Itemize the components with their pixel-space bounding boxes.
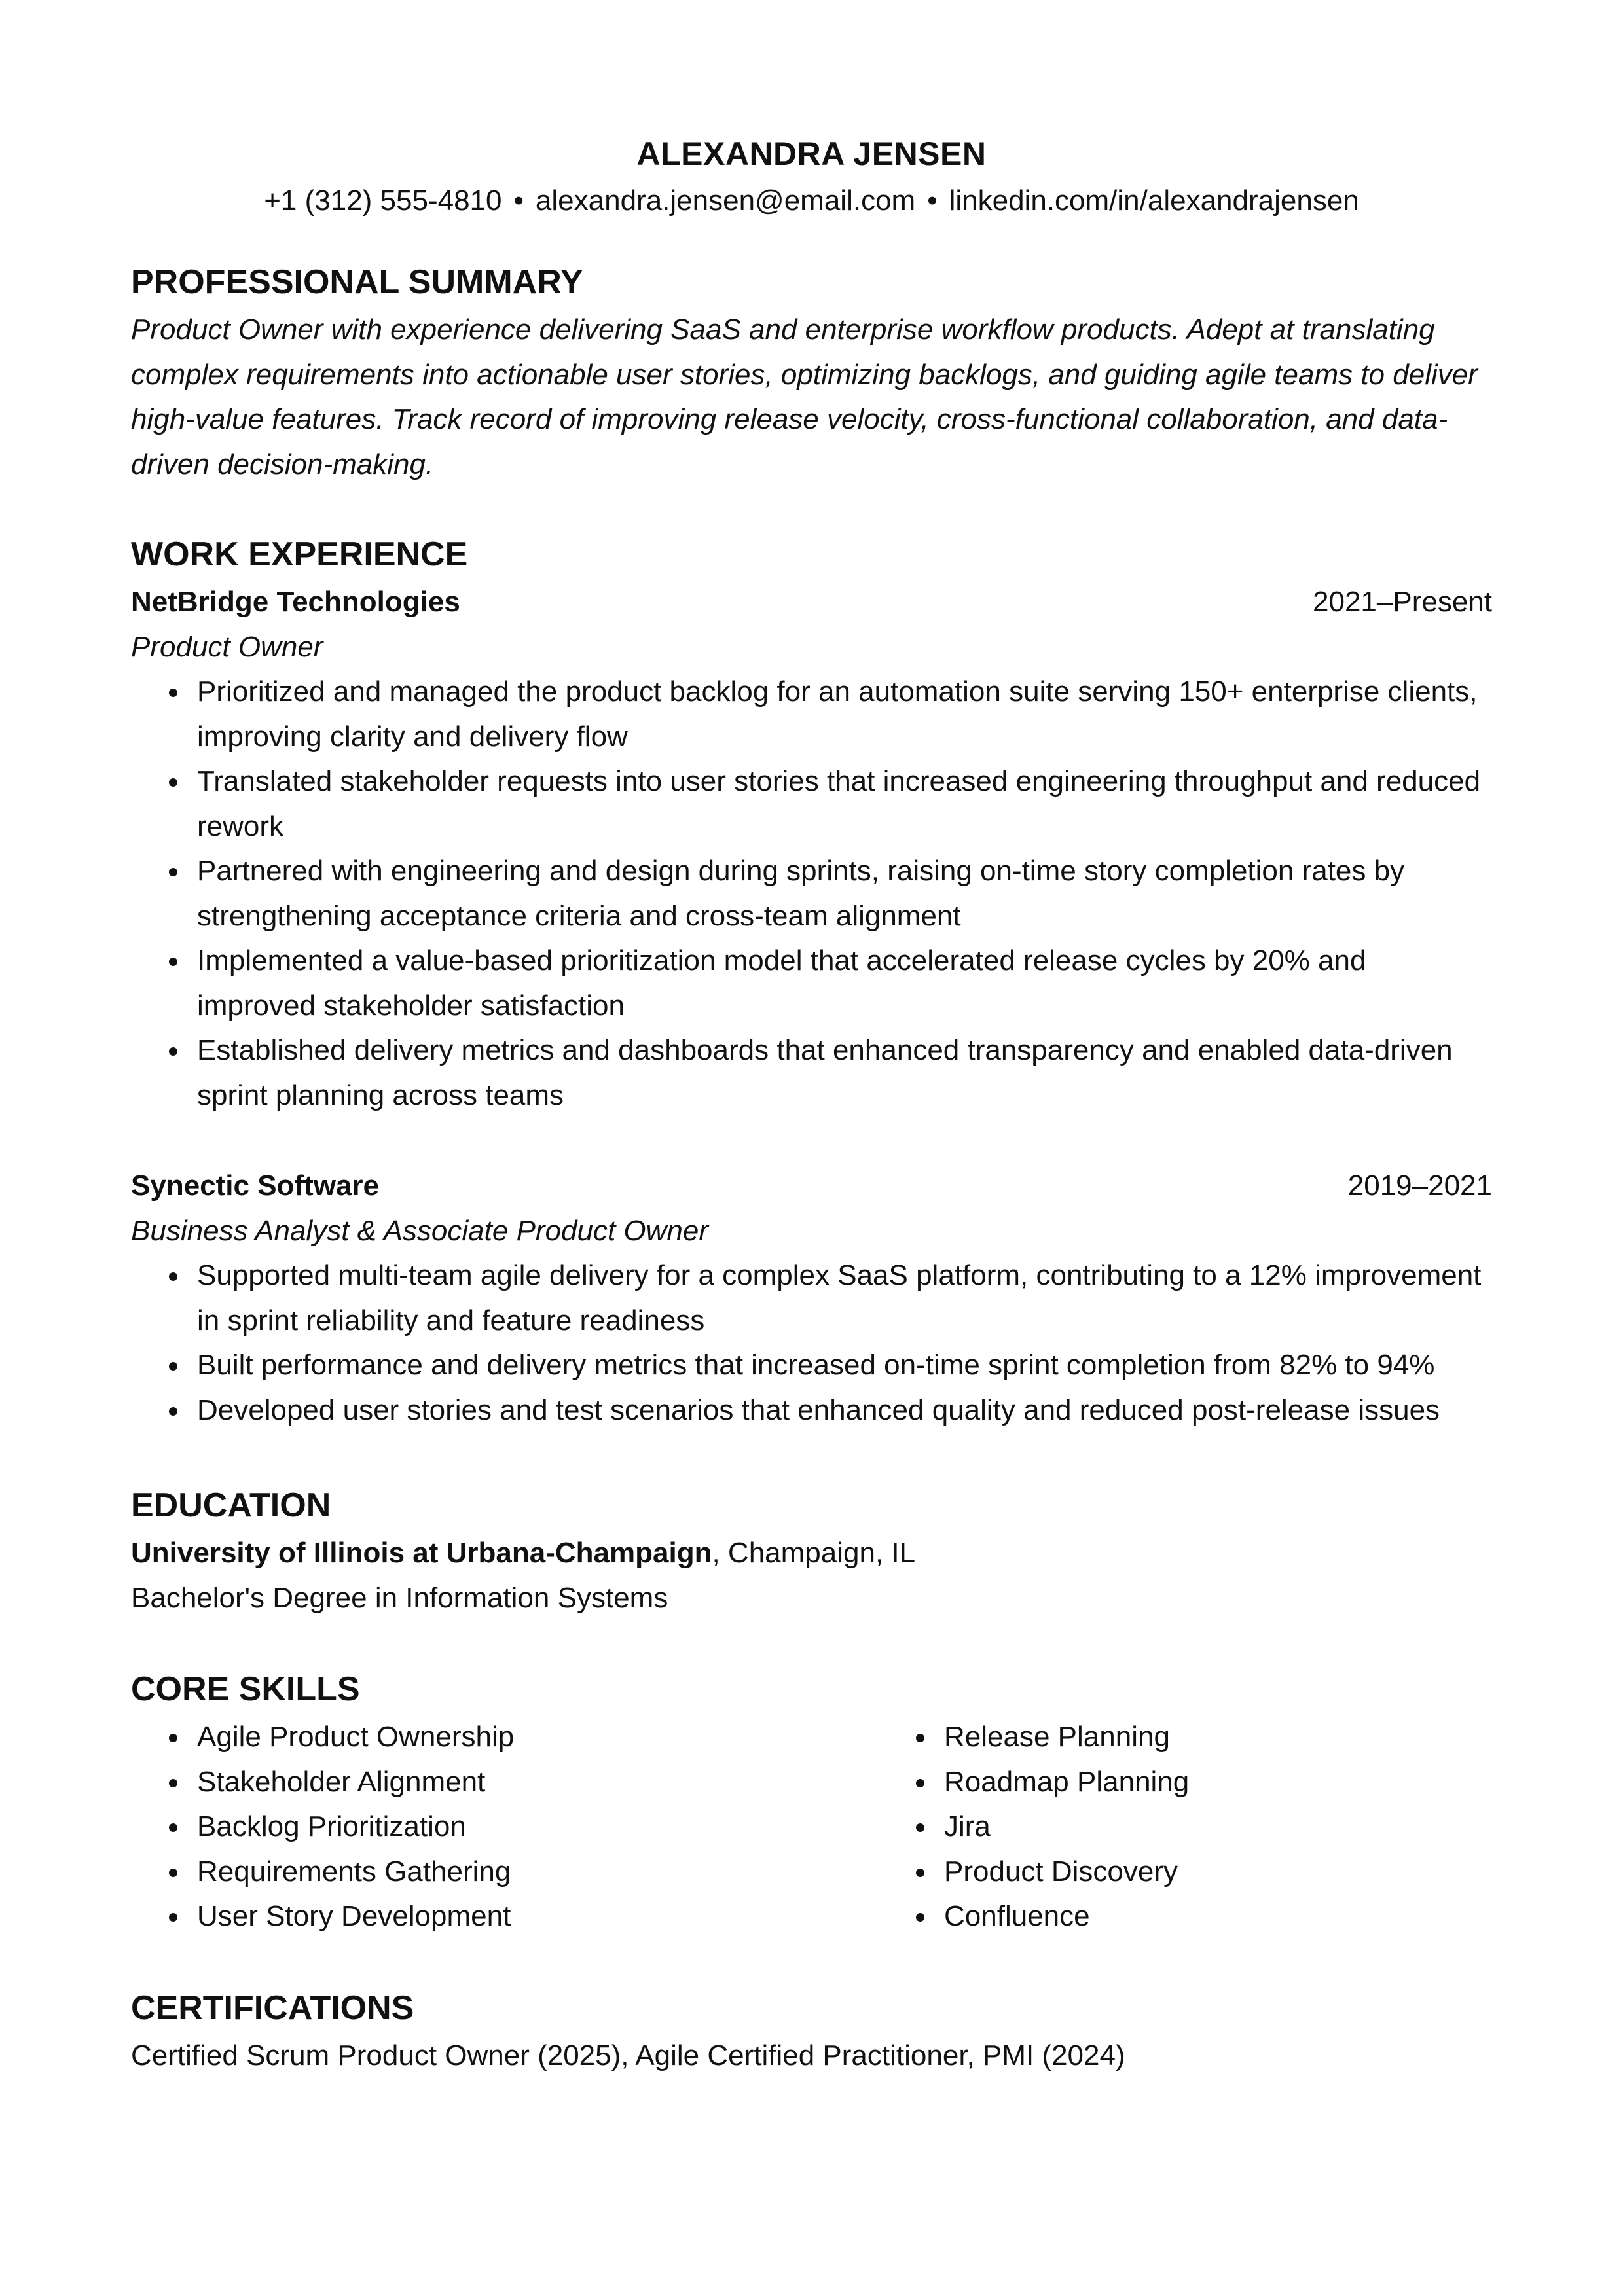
contact-separator: • (927, 185, 938, 217)
job-bullet: Established delivery metrics and dashboards that enhanced transparency and enabled data-driven sprint planning across teams (197, 1028, 1492, 1118)
skill-item: Release Planning (944, 1715, 1623, 1760)
section-title-certifications: CERTIFICATIONS (131, 1988, 414, 2027)
education-section (131, 1484, 1492, 1621)
job-bullet: Supported multi-team agile delivery for a complex SaaS platform, contributing to a 12% improvement in sprint reliability and feature readiness (197, 1253, 1492, 1343)
section-title-experience: WORK EXPERIENCE (131, 535, 468, 573)
candidate-name: ALEXANDRA JENSEN (636, 135, 987, 172)
job-dates: 2021–Present (1313, 586, 1492, 618)
skills-section (131, 1668, 1492, 1939)
job-bullets (131, 670, 1492, 1118)
education-school-line (131, 1531, 1492, 1576)
job-header (131, 1164, 1492, 1209)
contact-line (131, 178, 1492, 224)
phone-number: +1 (312) 555-4810 (264, 185, 502, 217)
company-name: NetBridge Technologies (131, 586, 460, 618)
skill-item: Confluence (944, 1894, 1623, 1939)
section-title-education: EDUCATION (131, 1486, 331, 1524)
job-dates: 2019–2021 (1347, 1170, 1492, 1202)
skills-columns (131, 1715, 1492, 1939)
job-bullet: Built performance and delivery metrics that increased on-time sprint completion from 82% to 94% (197, 1343, 1492, 1388)
job-bullet: Partnered with engineering and design during sprints, raising on-time story completion rates by strengthening acceptance criteria and cross-team alignment (197, 849, 1492, 939)
company-name: Synectic Software (131, 1170, 380, 1202)
skills-list-left (131, 1715, 878, 1939)
skill-item: Agile Product Ownership (197, 1715, 878, 1760)
job-bullet: Developed user stories and test scenarios that enhanced quality and reduced post-release issues (197, 1388, 1492, 1433)
school-name: University of Illinois at Urbana-Champaign (131, 1537, 712, 1569)
job-entry (131, 1164, 1492, 1433)
certifications-section (131, 1986, 1492, 2079)
experience-section (131, 533, 1492, 1433)
summary-section (131, 260, 1492, 487)
job-header (131, 580, 1492, 625)
summary-text: Product Owner with experience delivering SaaS and enterprise workflow products. Adept at translating complex requirements into actionable user stories, optimizing backlogs, and guiding agile teams to deliver high-value features. Track record of improving release velocity, cross-functional collaboration, and data-driven decision-making. (131, 314, 1478, 480)
job-bullet: Translated stakeholder requests into user stories that increased engineering throughput and reduced rework (197, 759, 1492, 849)
section-title-summary: PROFESSIONAL SUMMARY (131, 263, 583, 301)
resume-header (131, 131, 1492, 224)
contact-separator: • (513, 185, 524, 217)
job-bullet: Prioritized and managed the product backlog for an automation suite serving 150+ enterprise clients, improving clarity and delivery flow (197, 670, 1492, 759)
skills-list-right (878, 1715, 1623, 1939)
skill-item: Product Discovery (944, 1850, 1623, 1895)
job-role: Business Analyst & Associate Product Owner (131, 1214, 709, 1247)
school-location: , Champaign, IL (712, 1537, 916, 1569)
job-entry (131, 580, 1492, 1118)
job-bullet: Implemented a value-based prioritization model that accelerated release cycles by 20% and improved stakeholder satisfaction (197, 939, 1492, 1028)
skill-item: Roadmap Planning (944, 1760, 1623, 1805)
linkedin-url: linkedin.com/in/alexandrajensen (949, 185, 1359, 217)
job-bullets (131, 1253, 1492, 1433)
skill-item: Stakeholder Alignment (197, 1760, 878, 1805)
section-title-skills: CORE SKILLS (131, 1670, 360, 1708)
skill-item: Backlog Prioritization (197, 1804, 878, 1850)
email-address: alexandra.jensen@email.com (535, 185, 916, 217)
certifications-text: Certified Scrum Product Owner (2025), Agile Certified Practitioner, PMI (2024) (131, 2039, 1125, 2072)
degree: Bachelor's Degree in Information Systems (131, 1581, 668, 1614)
skill-item: User Story Development (197, 1894, 878, 1939)
skill-item: Requirements Gathering (197, 1850, 878, 1895)
job-role: Product Owner (131, 630, 323, 663)
skill-item: Jira (944, 1804, 1623, 1850)
